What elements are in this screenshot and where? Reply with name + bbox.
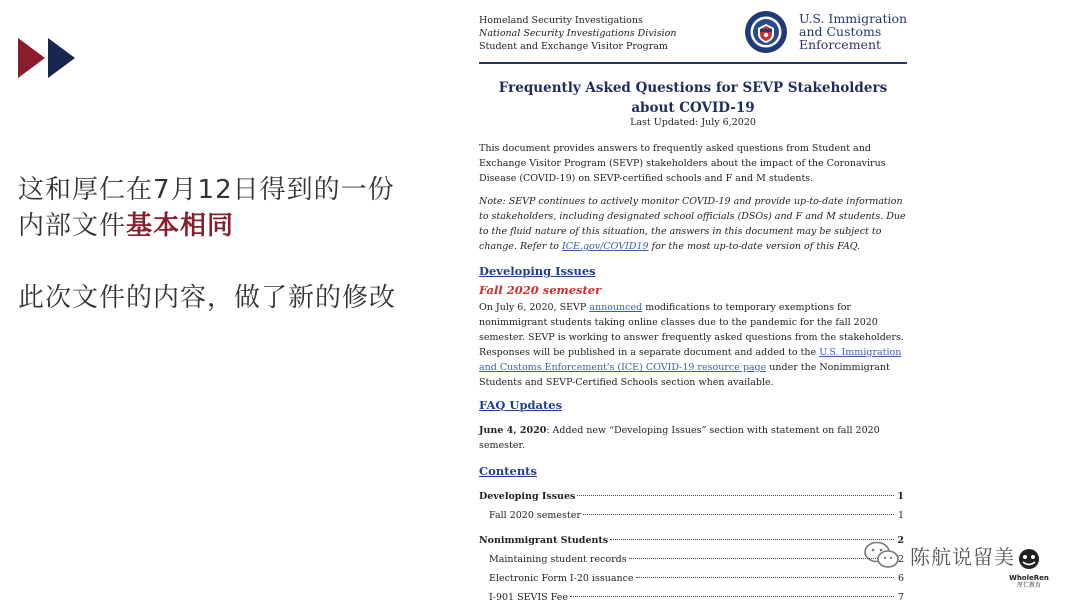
note-text: Note: SEVP continues to actively monitor COVID-19 and provide up-to-date information to stakeholders, including designated school officials (DSOs) and F and M students. Due to the fluid nature of this situation, the answers in this document may be subject to change. Refer to <box>479 196 906 252</box>
header-agency-line2: National Security Investigations Division <box>479 28 677 39</box>
chevron-decoration <box>18 38 75 78</box>
toc-page: 1 <box>897 491 904 502</box>
dhs-seal-icon <box>744 10 788 54</box>
faq-update-entry <box>479 423 907 453</box>
slide-line1: 这和厚仁在7月12日得到的一份 <box>18 175 395 205</box>
wholeren-logo-icon <box>1012 548 1046 570</box>
toc-label: Nonimmigrant Students <box>479 535 609 546</box>
chevron-navy-icon <box>48 38 75 78</box>
wholeren-logo <box>1008 548 1050 589</box>
toc-page: 2 <box>897 554 904 565</box>
header-agency-line1: Homeland Security Investigations <box>479 15 643 26</box>
doc-title-line2: about COVID-19 <box>631 100 755 116</box>
fall-text-2: modifications to temporary exemptions for nonimmigrant students taking online classes due to the pandemic for the fall 2020 semester. SEVP is working to answer frequently asked questions from the stakeholders. Responses will be published in a separate document and added to the <box>479 302 904 358</box>
faq-document <box>462 0 922 606</box>
toc-item[interactable] <box>489 573 904 584</box>
toc-label: Fall 2020 semester <box>489 510 581 521</box>
fall-text-3: under the Nonimmigrant Students and SEVP-Certified Schools section when available. <box>479 362 890 388</box>
ice-line2: and Customs <box>799 24 882 39</box>
announced-link[interactable]: announced <box>589 302 643 313</box>
slide-text-line3: 此次文件的内容，做了新的修改 <box>18 283 397 313</box>
toc-item[interactable] <box>489 510 904 521</box>
ice-header <box>799 12 907 51</box>
doc-title-line1: Frequently Asked Questions for SEVP Stakeholders <box>498 80 888 96</box>
toc-page: 1 <box>897 510 904 521</box>
agency-header <box>479 14 676 53</box>
developing-issues-heading[interactable]: Developing Issues <box>479 264 596 278</box>
ice-line3: Enforcement <box>799 37 882 52</box>
faq-update-date: June 4, 2020 <box>479 425 547 436</box>
header-agency-line3: Student and Exchange Visitor Program <box>479 41 668 52</box>
ice-covid-link[interactable]: ICE.gov/COVID19 <box>562 241 649 252</box>
header-divider <box>479 62 907 64</box>
note-suffix: for the most up-to-date version of this FAQ. <box>648 241 861 252</box>
toc-page: 2 <box>897 535 904 546</box>
watermark-text: 陈航说留美 <box>910 544 1015 569</box>
toc-item[interactable] <box>479 535 904 546</box>
intro-paragraph: This document provides answers to frequently asked questions from Student and Exchange Visitor Program (SEVP) stakeholders about the impact of the Coronavirus Disease (COVID-19) on SEVP-certified schools and F and M students. <box>479 143 886 184</box>
faq-updates-heading[interactable]: FAQ Updates <box>479 398 563 412</box>
toc-item[interactable] <box>479 491 904 502</box>
slide-line2-highlight: 基本相同 <box>126 211 235 241</box>
chevron-red-icon <box>18 38 45 78</box>
toc-label: Maintaining student records <box>489 554 627 565</box>
toc-page: 7 <box>897 592 904 603</box>
toc-page: 6 <box>897 573 904 584</box>
faq-update-text: : Added new “Developing Issues” section with statement on fall 2020 semester. <box>479 425 880 451</box>
toc-label: Electronic Form I-20 issuance <box>489 573 634 584</box>
toc-item[interactable] <box>489 554 904 565</box>
toc-item[interactable] <box>489 592 904 603</box>
last-updated: Last Updated: July 6,2020 <box>630 117 756 128</box>
watermark <box>862 540 1015 570</box>
wechat-icon <box>862 540 902 570</box>
note-paragraph <box>479 194 907 254</box>
toc-label: Developing Issues <box>479 491 576 502</box>
fall-text-1: On July 6, 2020, SEVP <box>479 302 590 313</box>
contents-heading[interactable]: Contents <box>479 464 537 478</box>
wholeren-logo-name: WholeRen <box>1009 574 1049 582</box>
ice-resource-link[interactable]: U.S. Immigration and Customs Enforcement's (ICE) COVID-19 resource page <box>479 347 902 373</box>
doc-title <box>479 78 907 118</box>
slide-text-line1 <box>18 172 395 244</box>
wholeren-logo-sub: 厚仁教育 <box>1016 582 1041 589</box>
slide-line2-prefix: 内部文件 <box>18 211 127 241</box>
toc-label: I-901 SEVIS Fee <box>489 592 569 603</box>
fall-2020-heading: Fall 2020 semester <box>479 283 602 297</box>
fall-paragraph <box>479 300 907 390</box>
ice-line1: U.S. Immigration <box>799 11 908 26</box>
